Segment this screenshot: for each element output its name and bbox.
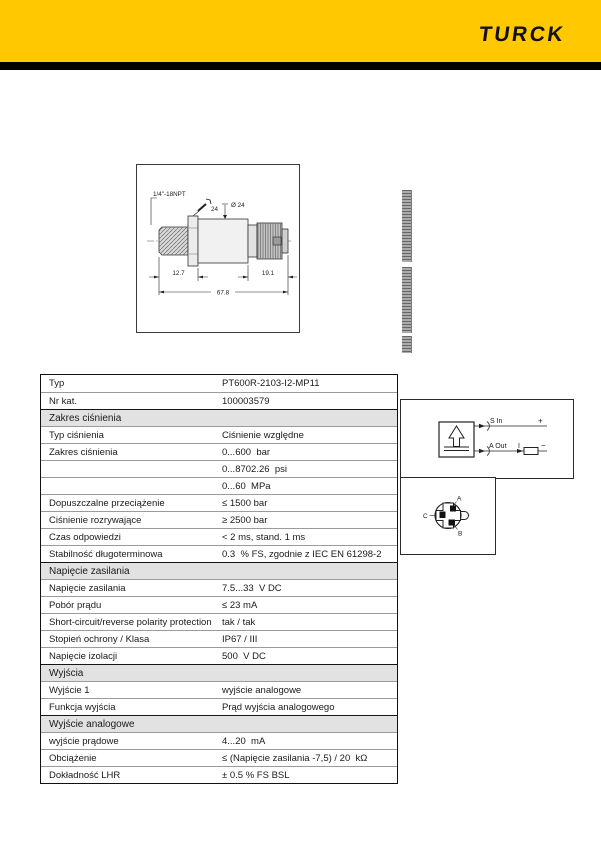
connector-cap bbox=[282, 229, 288, 253]
row-value: ≤ 23 mA bbox=[222, 599, 258, 611]
table-row bbox=[41, 732, 397, 749]
wrench-leader-line bbox=[193, 211, 199, 216]
pin-a-label: A bbox=[457, 495, 462, 503]
dim-right-label: 19.1 bbox=[261, 270, 275, 277]
row-label: Napięcie zasilania bbox=[49, 582, 126, 594]
table-row bbox=[41, 596, 397, 613]
table-row bbox=[41, 426, 397, 443]
table-section-row bbox=[41, 562, 397, 579]
row-value: 0...8702.26 psi bbox=[222, 463, 287, 475]
thread-hatch bbox=[159, 227, 188, 255]
row-value: 100003579 bbox=[222, 395, 270, 407]
row-value: 0...60 MPa bbox=[222, 480, 271, 492]
row-value: tak / tak bbox=[222, 616, 256, 628]
row-label: Wyjście 1 bbox=[49, 684, 90, 696]
thread-leader-line bbox=[151, 198, 157, 225]
section-title: Napięcie zasilania bbox=[49, 565, 130, 577]
sensor-symbol-box bbox=[439, 422, 474, 457]
row-label: Obciążenie bbox=[49, 752, 97, 764]
table-row bbox=[41, 630, 397, 647]
output-polarity-label: − bbox=[541, 441, 546, 450]
row-label: Stabilność długoterminowa bbox=[49, 548, 163, 560]
row-value: 500 V DC bbox=[222, 650, 266, 662]
thread-size-label: 1/4"-18NPT bbox=[153, 191, 186, 198]
table-row bbox=[41, 477, 397, 494]
row-label: wyjście prądowe bbox=[49, 735, 119, 747]
table-row bbox=[41, 375, 397, 392]
row-value: 0...600 bar bbox=[222, 446, 271, 458]
table-row bbox=[41, 579, 397, 596]
wiring-diagram bbox=[400, 399, 574, 479]
dim-right-arrow-1 bbox=[243, 276, 248, 279]
row-label: Typ bbox=[49, 378, 65, 389]
pin-b-contact bbox=[449, 520, 456, 526]
row-value: 0.3 % FS, zgodnie z IEC EN 61298-2 bbox=[222, 548, 382, 560]
sensor-body bbox=[198, 219, 248, 263]
table-row bbox=[41, 494, 397, 511]
spec-table bbox=[40, 374, 398, 784]
pin-c-contact bbox=[440, 512, 446, 519]
table-row bbox=[41, 511, 397, 528]
dim-left-arrow-2 bbox=[198, 276, 203, 279]
current-direction-arrow bbox=[517, 449, 523, 453]
table-row bbox=[41, 681, 397, 698]
row-value: wyjście analogowe bbox=[222, 684, 302, 696]
row-label: Czas odpowiedzi bbox=[49, 531, 121, 543]
table-section-row bbox=[41, 664, 397, 681]
wrench-jaw bbox=[206, 199, 211, 204]
section-title: Zakres ciśnienia bbox=[49, 412, 122, 424]
current-label: I bbox=[518, 443, 520, 450]
row-label: Dokładność LHR bbox=[49, 769, 121, 781]
row-label: Nr kat. bbox=[49, 395, 77, 407]
hex-nut bbox=[188, 216, 198, 266]
turck-logo: TURCK bbox=[477, 23, 567, 46]
pin-b-label: B bbox=[458, 530, 463, 538]
dim-left-label: 12.7 bbox=[172, 270, 185, 277]
row-label: Funkcja wyjścia bbox=[49, 701, 116, 713]
connector-pinout-svg bbox=[401, 478, 493, 552]
row-label: Napięcie izolacji bbox=[49, 650, 118, 662]
brand-black-bar bbox=[0, 62, 601, 70]
row-label: Ciśnienie rozrywające bbox=[49, 514, 142, 526]
wiring-diagram-svg bbox=[401, 400, 571, 476]
table-row bbox=[41, 766, 397, 783]
table-row bbox=[41, 749, 397, 766]
supply-connector-arrow bbox=[479, 424, 485, 428]
dim-total-label: 67.8 bbox=[216, 289, 230, 297]
pin-c-label: C bbox=[423, 513, 428, 520]
row-value: ≤ (Napięcie zasilania -7,5) / 20 kΩ bbox=[222, 752, 368, 764]
row-label: Dopuszczalne przeciążenie bbox=[49, 497, 165, 509]
neck bbox=[248, 225, 257, 257]
row-label: Zakres ciśnienia bbox=[49, 446, 118, 458]
table-row bbox=[41, 545, 397, 562]
row-label: Pobór prądu bbox=[49, 599, 102, 611]
dim-right-arrow-2 bbox=[288, 276, 293, 279]
row-value: 4...20 mA bbox=[222, 735, 266, 747]
row-value: ≥ 2500 bar bbox=[222, 514, 268, 526]
wrench-size-label: 24 bbox=[211, 206, 219, 213]
table-row bbox=[41, 528, 397, 545]
output-label: A Out bbox=[489, 443, 507, 450]
load-resistor bbox=[524, 448, 538, 455]
row-value: IP67 / III bbox=[222, 633, 258, 645]
row-value: 7.5...33 V DC bbox=[222, 582, 282, 594]
row-label: Stopień ochrony / Klasa bbox=[49, 633, 150, 645]
diameter-arrowhead bbox=[223, 215, 227, 219]
dimension-drawing bbox=[136, 164, 300, 333]
table-row bbox=[41, 443, 397, 460]
table-row bbox=[41, 460, 397, 477]
wrench-icon bbox=[198, 204, 206, 211]
dim-total-arrow-2 bbox=[283, 291, 288, 294]
dim-left-arrow-1 bbox=[154, 276, 159, 279]
vertical-text-strip bbox=[402, 267, 412, 333]
connector-key-tab bbox=[461, 512, 469, 520]
table-section-row bbox=[41, 715, 397, 732]
supply-label: S In bbox=[490, 418, 503, 425]
row-value: ≤ 1500 bar bbox=[222, 497, 268, 509]
diameter-label: Ø 24 bbox=[231, 202, 245, 209]
row-value: < 2 ms, stand. 1 ms bbox=[222, 531, 306, 543]
pin-a-contact bbox=[450, 506, 456, 512]
connector-pinout bbox=[400, 477, 496, 555]
table-section-row bbox=[41, 409, 397, 426]
table-row bbox=[41, 613, 397, 630]
row-value: Prąd wyjścia analogowego bbox=[222, 701, 335, 713]
row-value: ± 0.5 % FS BSL bbox=[222, 769, 290, 781]
vertical-text-strip bbox=[402, 336, 412, 353]
row-label: Typ ciśnienia bbox=[49, 429, 104, 441]
row-value: Ciśnienie względne bbox=[222, 429, 304, 441]
section-title: Wyjście analogowe bbox=[49, 718, 135, 730]
section-title: Wyjścia bbox=[49, 667, 84, 679]
connector-pin bbox=[273, 237, 281, 245]
output-connector-arrow bbox=[479, 449, 485, 453]
sensor-dimension-svg bbox=[137, 165, 299, 332]
vertical-text-strip bbox=[402, 190, 412, 262]
row-value: PT600R-2103-I2-MP11 bbox=[222, 378, 320, 389]
row-label: Short-circuit/reverse polarity protection bbox=[49, 616, 212, 628]
table-row bbox=[41, 647, 397, 664]
table-row bbox=[41, 392, 397, 409]
supply-polarity-label: + bbox=[538, 416, 543, 426]
table-row bbox=[41, 698, 397, 715]
dim-total-arrow-1 bbox=[159, 291, 164, 294]
